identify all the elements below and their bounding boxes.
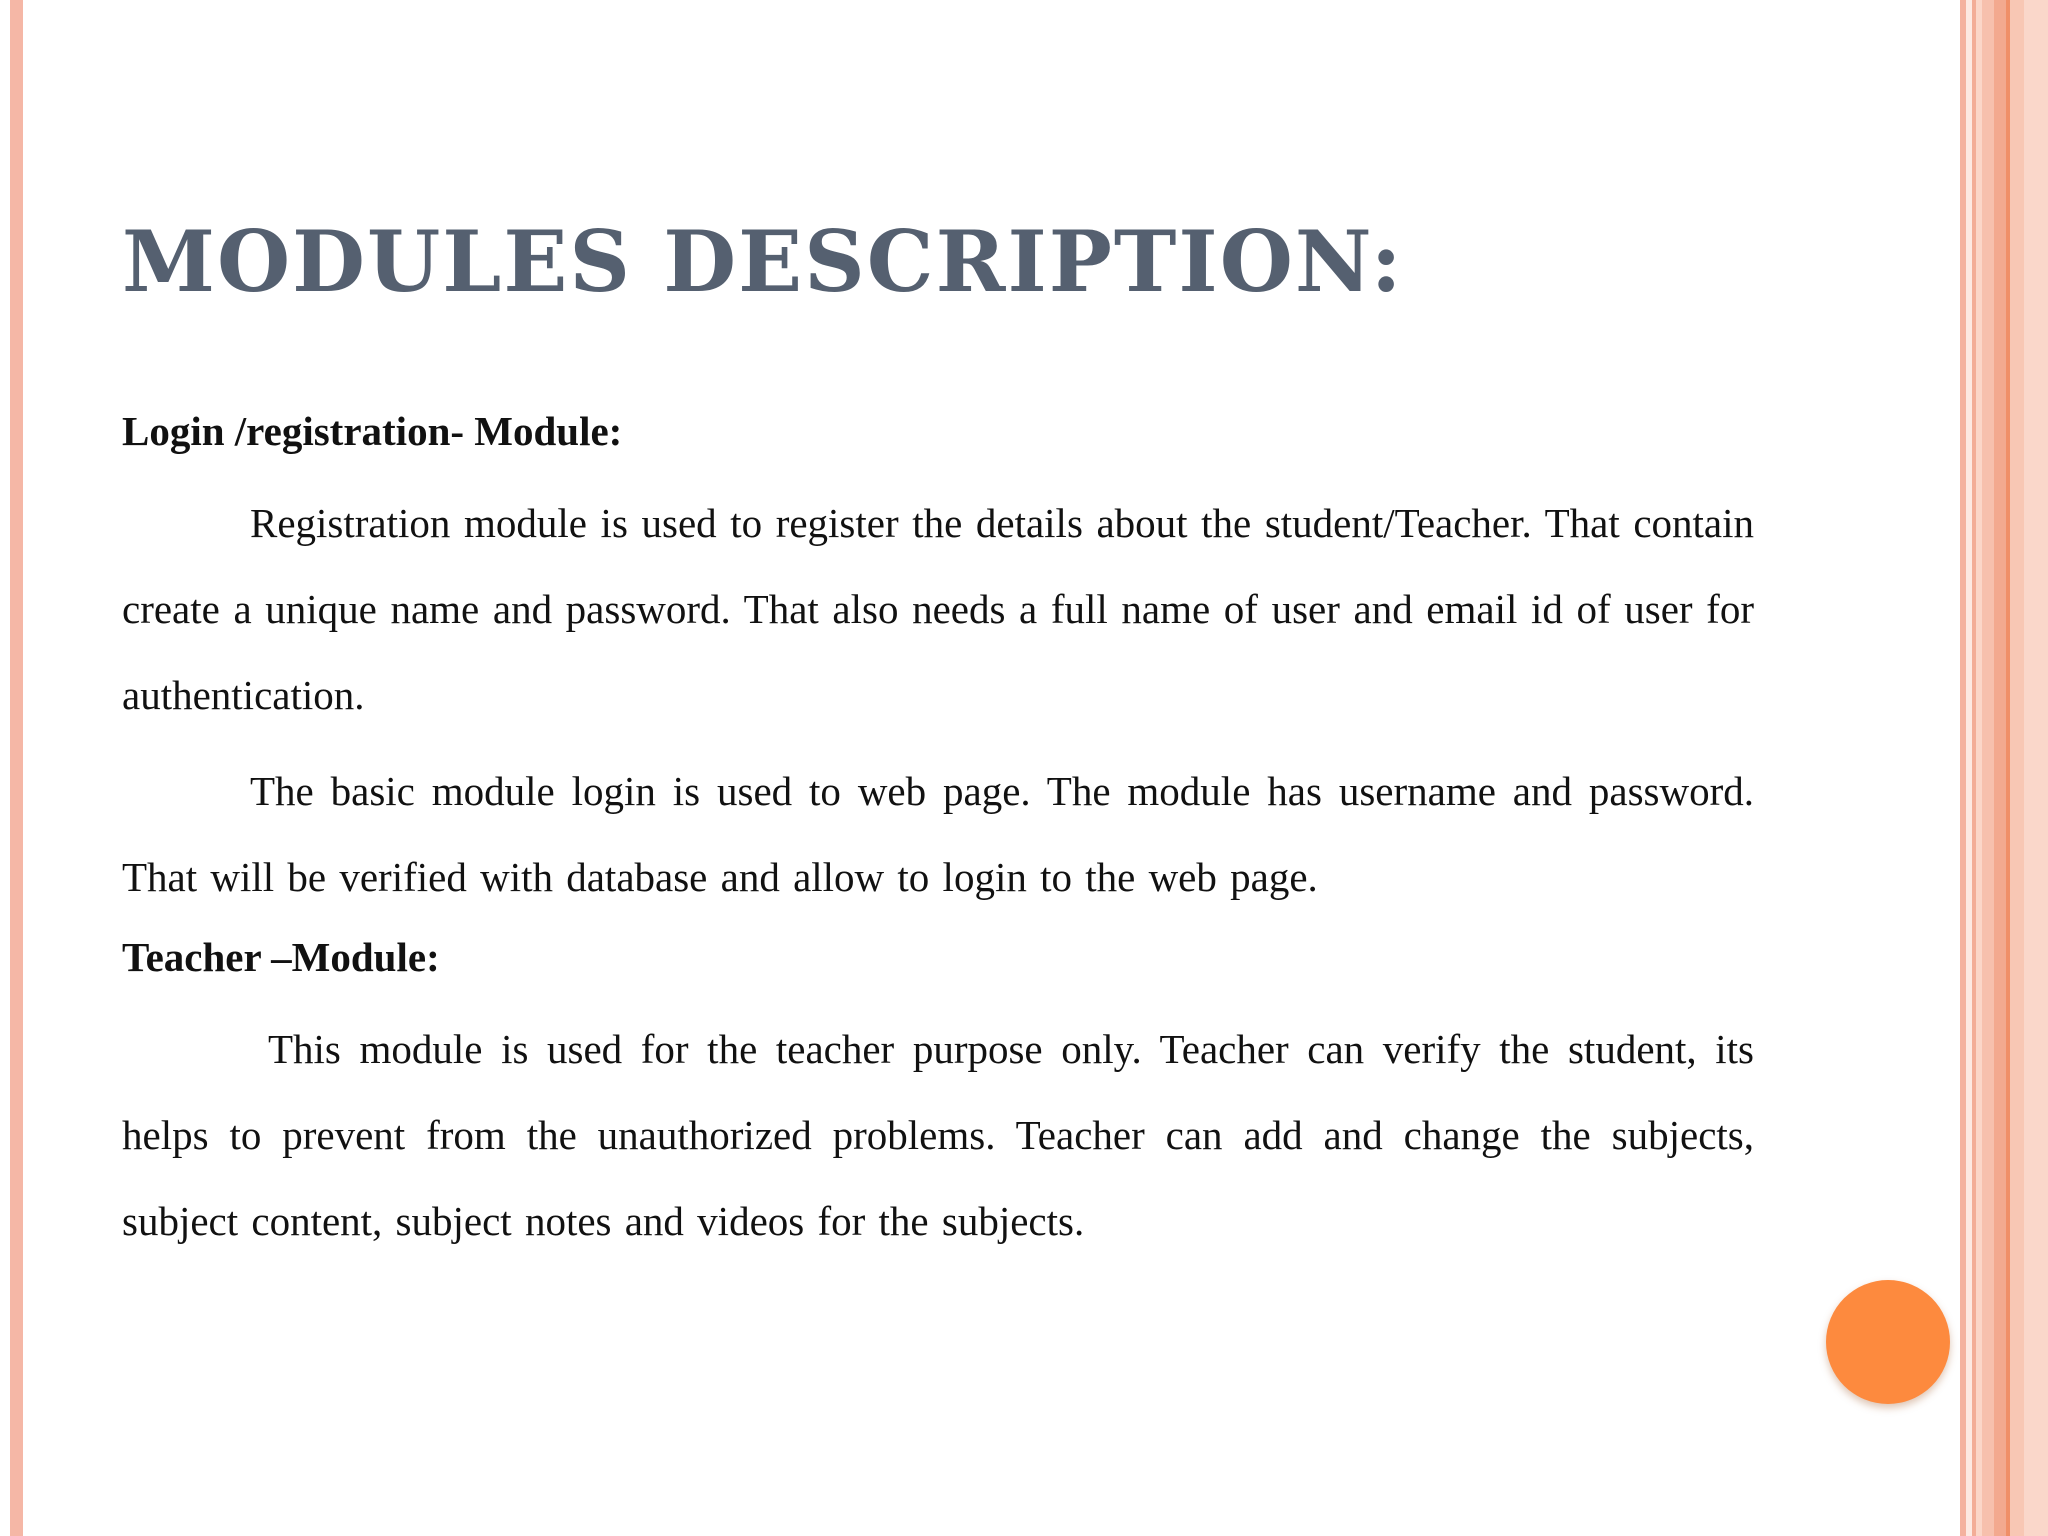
paragraph-registration: Registration module is used to register the details about the student/Teacher. That contain create a unique name and password. That also needs a full name of user and email id of user for authentication. xyxy=(122,500,1754,718)
slide-body xyxy=(122,398,1754,1264)
slide-title: MODULES DESCRIPTION: xyxy=(122,212,1404,311)
right-decorative-stripes xyxy=(1958,0,2048,1536)
section-heading-login: Login /registration- Module: xyxy=(122,408,623,454)
left-border-bar xyxy=(10,0,23,1536)
orange-circle-decoration xyxy=(1826,1280,1950,1404)
paragraph-login: The basic module login is used to web page. The module has username and password. That will be verified with database and allow to login to the web page. xyxy=(122,768,1754,900)
paragraph-teacher: This module is used for the teacher purpose only. Teacher can verify the student, its helps to prevent from the unauthorized problems. Teacher can add and change the subjects, subject content, subject notes and videos for the subjects. xyxy=(122,1026,1754,1244)
section-heading-teacher: Teacher –Module: xyxy=(122,934,440,980)
